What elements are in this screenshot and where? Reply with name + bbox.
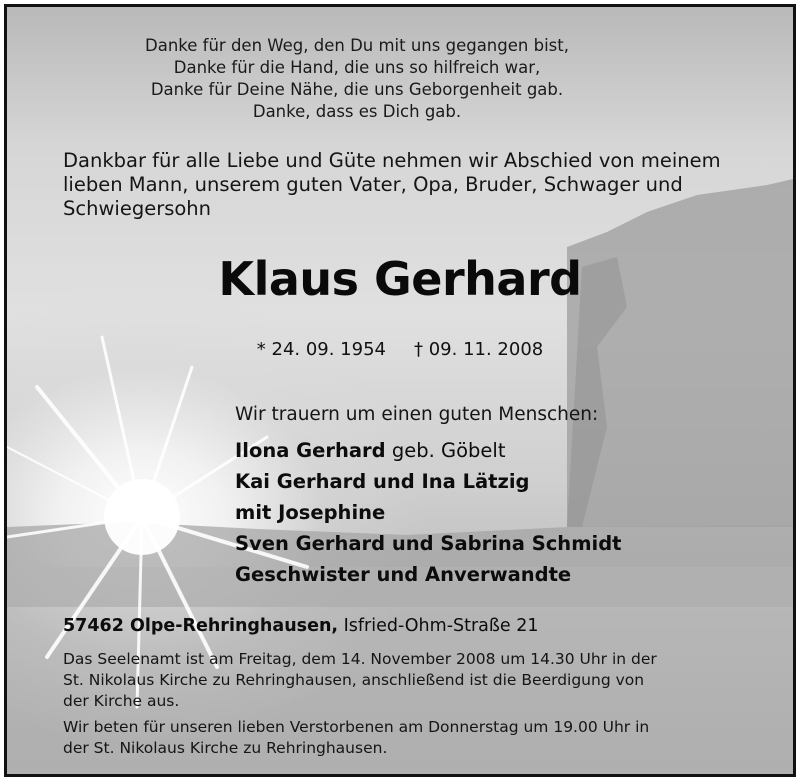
intro-line: Dankbar für alle Liebe und Güte nehmen wir Abschied von meinem	[63, 149, 721, 172]
intro-line: Schwiegersohn	[63, 197, 212, 220]
service-line: Das Seelenamt ist am Freitag, dem 14. November 2008 um 14.30 Uhr in der	[63, 650, 657, 668]
family-member	[235, 435, 621, 466]
life-dates	[7, 339, 793, 360]
poem-line: Danke für Deine Nähe, die uns Geborgenheit gab.	[150, 80, 564, 99]
family-member: Kai Gerhard und Ina Lätzig	[235, 470, 530, 493]
intro-text	[63, 149, 763, 221]
service-line: der Kirche aus.	[63, 692, 180, 710]
poem-line: Danke, dass es Dich gab.	[252, 102, 462, 121]
poem-line: Danke für die Hand, die uns so hilfreich war,	[173, 58, 541, 77]
service-paragraph	[63, 649, 763, 712]
prayer-line: Wir beten für unseren lieben Verstorbenen am Donnerstag um 19.00 Uhr in	[63, 718, 650, 736]
family-member: Geschwister und Anverwandte	[235, 563, 572, 586]
deceased-name: Klaus Gerhard	[218, 252, 582, 306]
death-date: † 09. 11. 2008	[414, 339, 544, 360]
prayer-line: der St. Nikolaus Kirche zu Rehringhausen.	[63, 739, 388, 757]
service-line: St. Nikolaus Kirche zu Rehringhausen, anschließend ist die Beerdigung von	[63, 671, 645, 689]
birth-date: * 24. 09. 1954	[256, 339, 386, 360]
intro-line: lieben Mann, unserem guten Vater, Opa, Bruder, Schwager und	[63, 173, 683, 196]
address-street: Isfried-Ohm-Straße 21	[338, 616, 539, 636]
prayer-paragraph	[63, 717, 763, 759]
poem-verse	[107, 35, 607, 123]
address-place: 57462 Olpe-Rehringhausen,	[63, 616, 339, 636]
maiden-name: geb. Göbelt	[385, 439, 506, 462]
obituary-notice	[4, 4, 796, 777]
address-line	[63, 616, 539, 636]
family-member-name: Ilona Gerhard	[235, 439, 386, 462]
mourning-line: Wir trauern um einen guten Menschen:	[235, 404, 599, 425]
poem-line: Danke für den Weg, den Du mit uns gegangen bist,	[145, 36, 569, 55]
family-list	[235, 435, 621, 590]
family-member: Sven Gerhard und Sabrina Schmidt	[235, 532, 622, 555]
family-member: mit Josephine	[235, 501, 386, 524]
